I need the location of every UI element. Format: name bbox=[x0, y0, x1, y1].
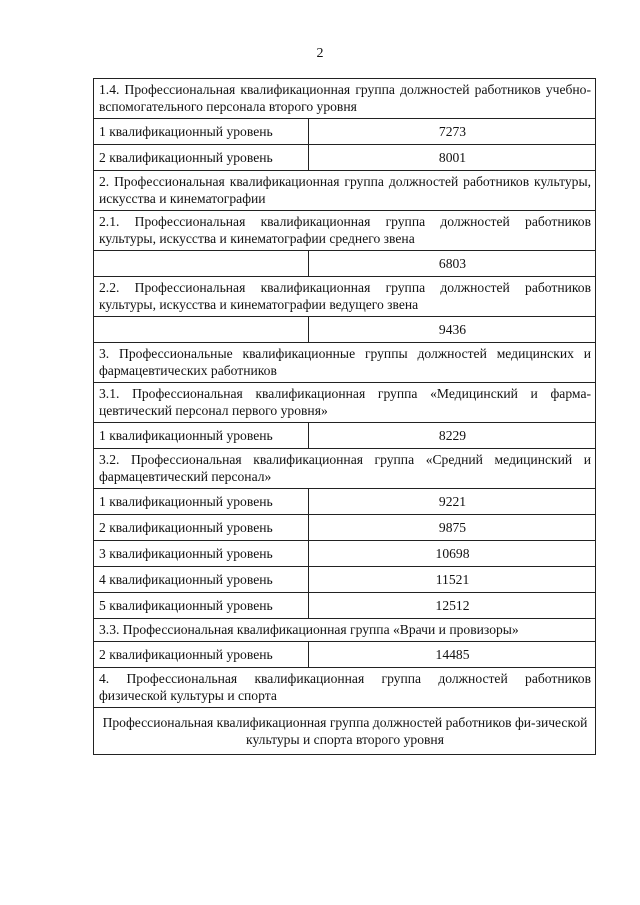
page-number: 2 bbox=[316, 46, 324, 61]
qualification-level-label: 1 квалификационный уровень bbox=[94, 489, 309, 515]
group-header-row bbox=[94, 449, 596, 489]
qualification-level-label: 4 квалификационный уровень bbox=[94, 567, 309, 593]
group-title: 4. Профессиональная квалификационная группа должностей работников физической культуры и спорта bbox=[94, 668, 596, 708]
qualification-level-label: 5 квалификационный уровень bbox=[94, 593, 309, 619]
level-row bbox=[94, 567, 596, 593]
level-row bbox=[94, 541, 596, 567]
qualification-level-label: 1 квалификационный уровень bbox=[94, 119, 309, 145]
qualification-level-label: 3 квалификационный уровень bbox=[94, 541, 309, 567]
group-header-row bbox=[94, 668, 596, 708]
group-title: 3.1. Профессиональная квалификационная группа «Медицинский и фарма-цевтический персонал первого уровня» bbox=[94, 383, 596, 423]
salary-value: 10698 bbox=[309, 541, 596, 567]
qualification-groups-table bbox=[93, 78, 596, 755]
group-title: 2.2. Профессиональная квалификационная группа должностей работников культуры, искусства и кинематографии ведущего звена bbox=[94, 277, 596, 317]
table-body bbox=[94, 79, 596, 755]
group-header-row bbox=[94, 383, 596, 423]
group-title: 2. Профессиональная квалификационная группа должностей работников культуры, искусства и кинематографии bbox=[94, 171, 596, 211]
group-header-row bbox=[94, 619, 596, 642]
level-row bbox=[94, 593, 596, 619]
group-title: 3.2. Профессиональная квалификационная группа «Средний медицинский и фармацевтический персонал» bbox=[94, 449, 596, 489]
qualification-level-label: 2 квалификационный уровень bbox=[94, 515, 309, 541]
salary-value: 7273 bbox=[309, 119, 596, 145]
salary-value: 8229 bbox=[309, 423, 596, 449]
group-title: 1.4. Профессиональная квалификационная группа должностей работников учебно-вспомогательного персонала второго уровня bbox=[94, 79, 596, 119]
salary-value: 11521 bbox=[309, 567, 596, 593]
group-header-row bbox=[94, 343, 596, 383]
group-header-row bbox=[94, 211, 596, 251]
qualification-level-label: 2 квалификационный уровень bbox=[94, 642, 309, 668]
level-row bbox=[94, 119, 596, 145]
qualification-level-label bbox=[94, 251, 309, 277]
level-row bbox=[94, 423, 596, 449]
salary-value: 9875 bbox=[309, 515, 596, 541]
level-row bbox=[94, 317, 596, 343]
group-header-row bbox=[94, 277, 596, 317]
salary-value: 8001 bbox=[309, 145, 596, 171]
salary-value: 9436 bbox=[309, 317, 596, 343]
group-title: 3.3. Профессиональная квалификационная группа «Врачи и провизоры» bbox=[94, 619, 596, 642]
salary-value: 14485 bbox=[309, 642, 596, 668]
group-title: 2.1. Профессиональная квалификационная группа должностей работников культуры, искусства и кинематографии среднего звена bbox=[94, 211, 596, 251]
group-title: 3. Профессиональные квалификационные группы должностей медицинских и фармацевтических работников bbox=[94, 343, 596, 383]
level-row bbox=[94, 642, 596, 668]
group-header-row bbox=[94, 171, 596, 211]
salary-value: 6803 bbox=[309, 251, 596, 277]
level-row bbox=[94, 145, 596, 171]
level-row bbox=[94, 251, 596, 277]
group-header-row bbox=[94, 708, 596, 755]
salary-value: 12512 bbox=[309, 593, 596, 619]
qualification-level-label: 1 квалификационный уровень bbox=[94, 423, 309, 449]
qualification-level-label bbox=[94, 317, 309, 343]
qualification-level-label: 2 квалификационный уровень bbox=[94, 145, 309, 171]
level-row bbox=[94, 489, 596, 515]
group-title: Профессиональная квалификационная группа должностей работников фи-зической культуры и спорта второго уровня bbox=[94, 708, 596, 755]
group-header-row bbox=[94, 79, 596, 119]
level-row bbox=[94, 515, 596, 541]
salary-value: 9221 bbox=[309, 489, 596, 515]
